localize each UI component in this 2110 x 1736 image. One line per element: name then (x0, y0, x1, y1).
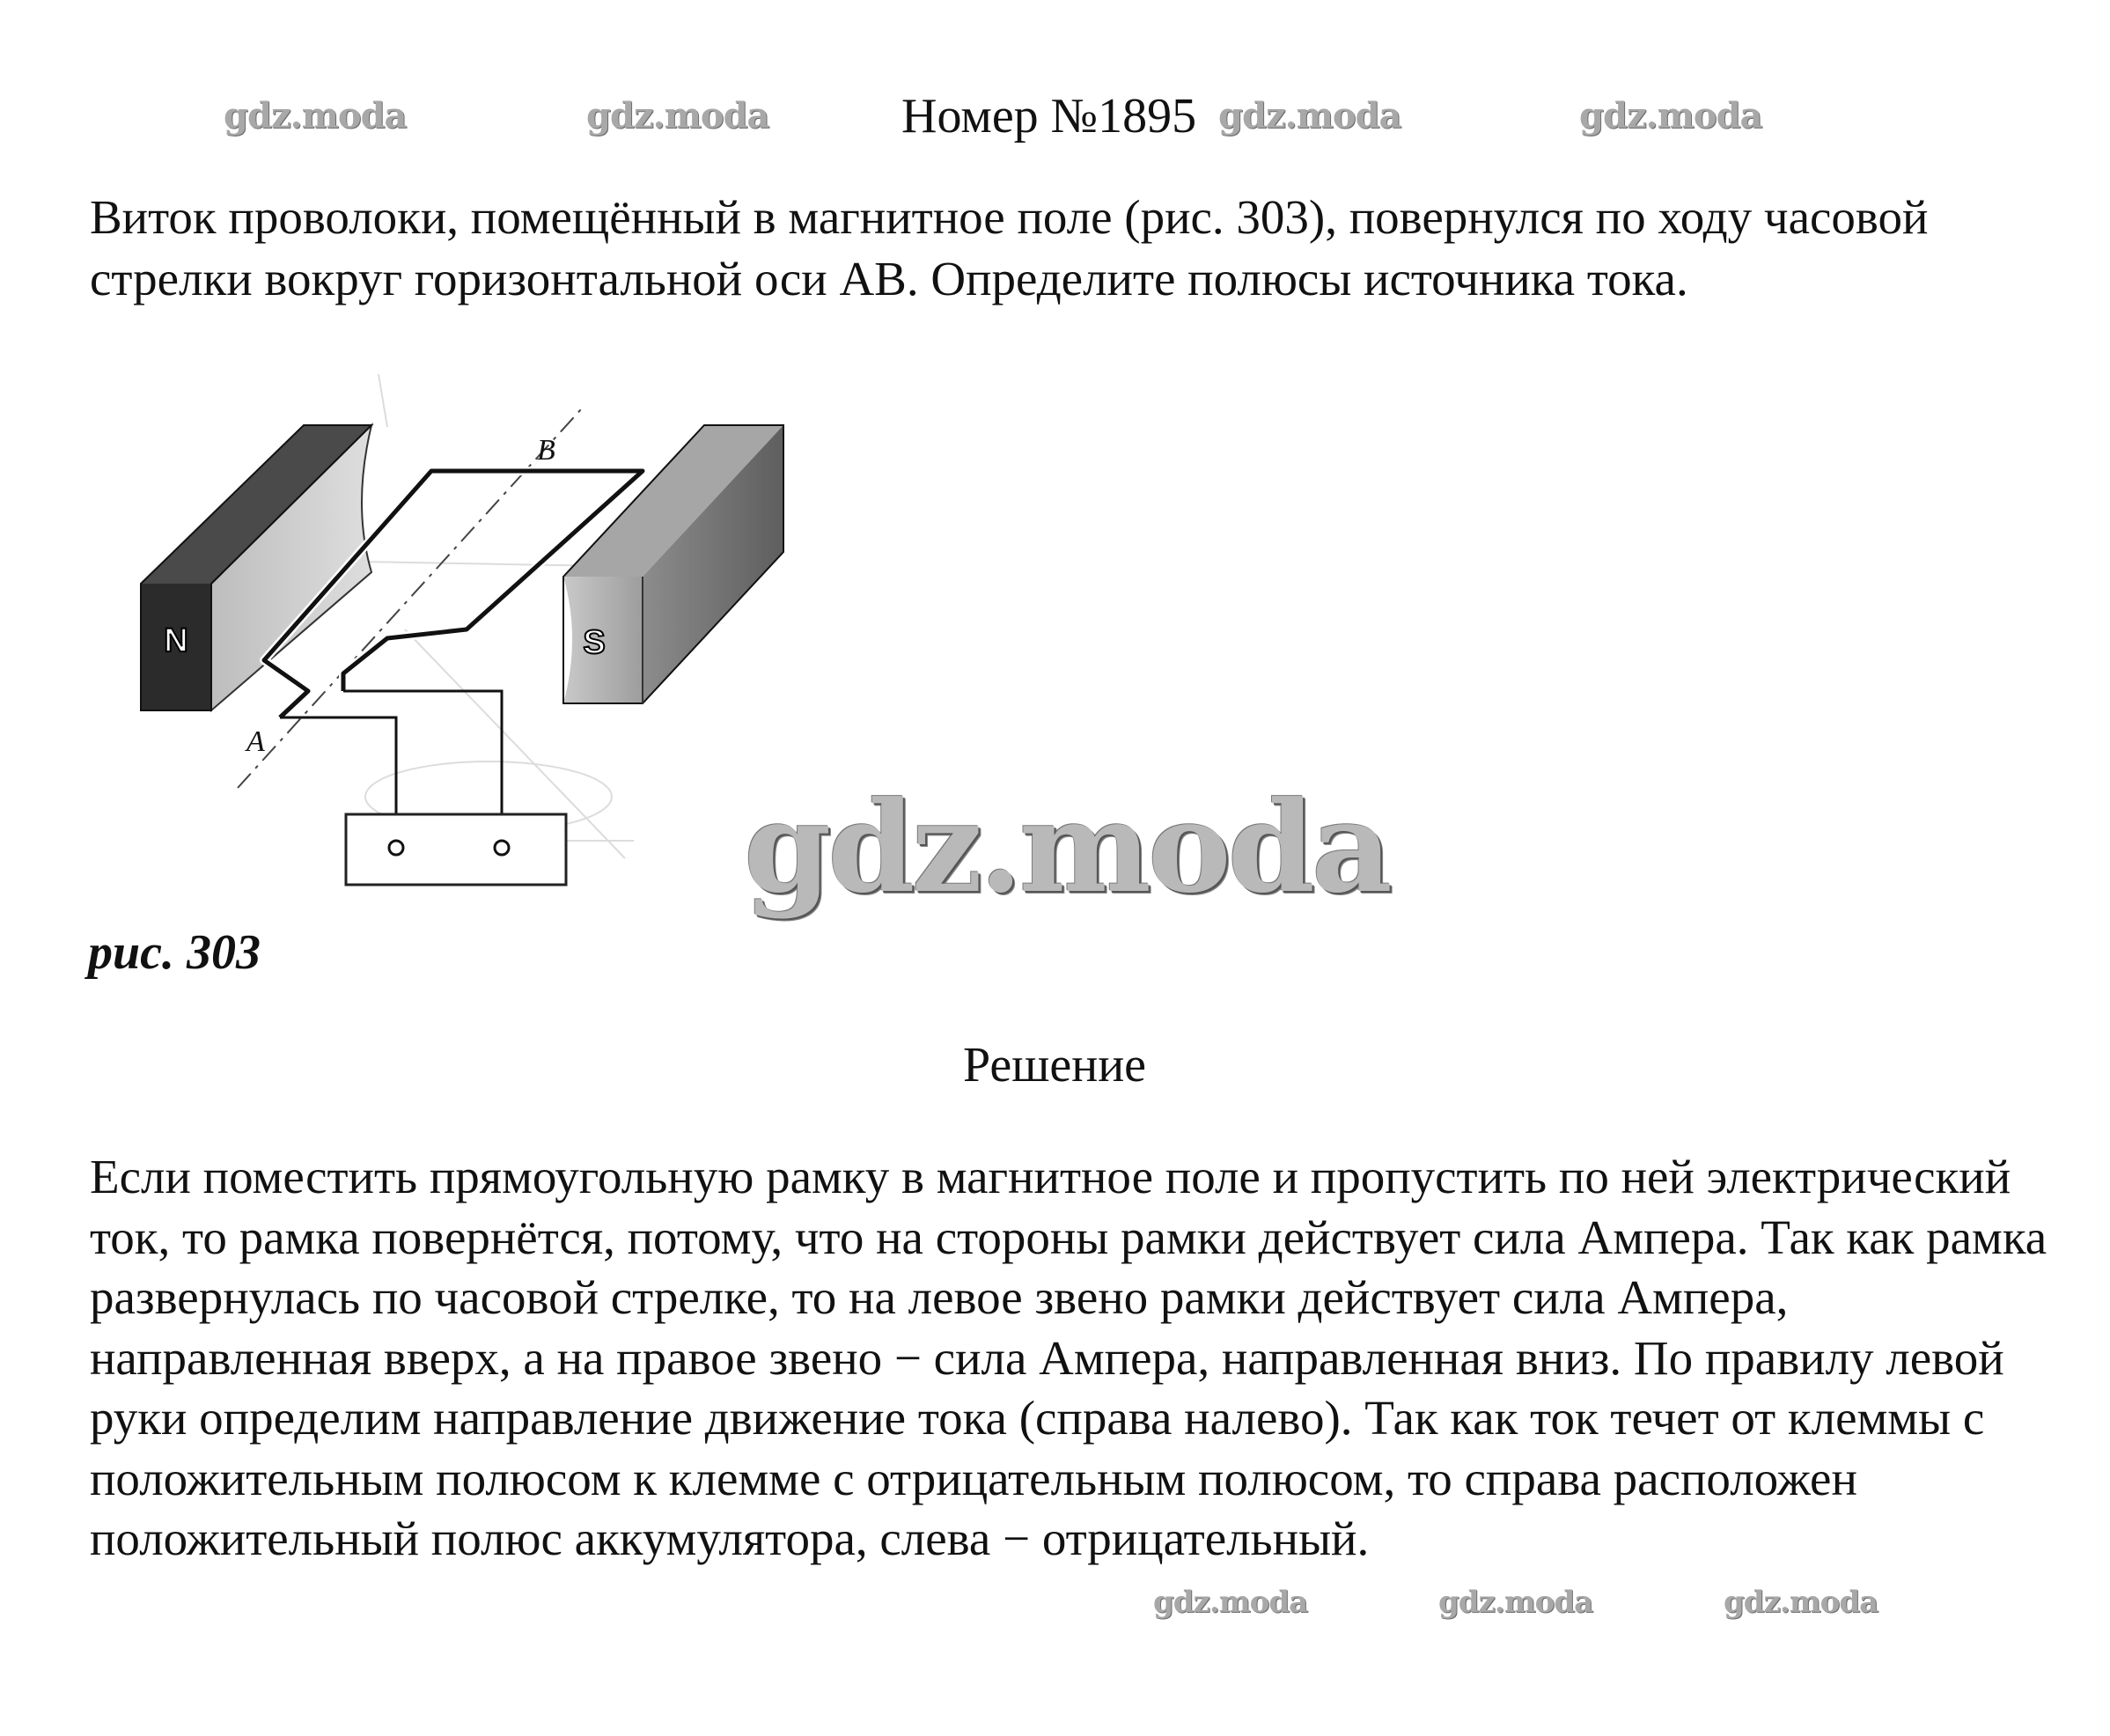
label-south: S (583, 624, 606, 661)
watermark-bottom-2: gdz.moda (1438, 1585, 1593, 1620)
solution-heading: Решение (963, 1038, 1147, 1092)
watermark-bottom-1: gdz.moda (1153, 1585, 1308, 1620)
current-source (346, 814, 566, 885)
task-text: Виток проволоки, помещённый в магнитное поле (рис. 303), повернулся по ходу часовой стрелки вокруг горизонтальной оси АВ. Определите полюсы источника тока. (90, 190, 1929, 305)
watermark-top-1: gdz.moda (224, 95, 407, 136)
label-point-a: A (246, 725, 265, 758)
label-point-b: B (537, 434, 555, 467)
watermark-top-2: gdz.moda (586, 95, 769, 136)
figure-caption: рис. 303 (88, 925, 261, 980)
watermark-bottom-3: gdz.moda (1724, 1585, 1878, 1620)
terminal-right (495, 841, 509, 855)
solution-text: Если поместить прямоугольную рамку в магнитное поле и пропустить по ней электрический ток, то рамка повернётся, потому, что на стороны рамки действует сила Ампера. Так как рамка развернулась по часовой стрелке, то на левое звено рамки действует сила Ампера, направленная вверх, а на правое звено − сила Ампера, направленная вниз. По правилу левой руки определим направление движение тока (справа налево). Так как ток течет от клеммы с положительным полюсом к клемме с отрицательным полюсом, то справа расположен положительный полюс аккумулятора, слева − отрицательный. (90, 1150, 2048, 1565)
label-north: N (164, 622, 188, 659)
magnet-north (141, 425, 371, 710)
watermark-large: gdz.moda (744, 775, 1389, 921)
watermark-top-4: gdz.moda (1579, 95, 1762, 136)
watermark-top-3: gdz.moda (1218, 95, 1401, 136)
page-title: Номер №1895 (901, 89, 1197, 143)
terminal-left (389, 841, 403, 855)
